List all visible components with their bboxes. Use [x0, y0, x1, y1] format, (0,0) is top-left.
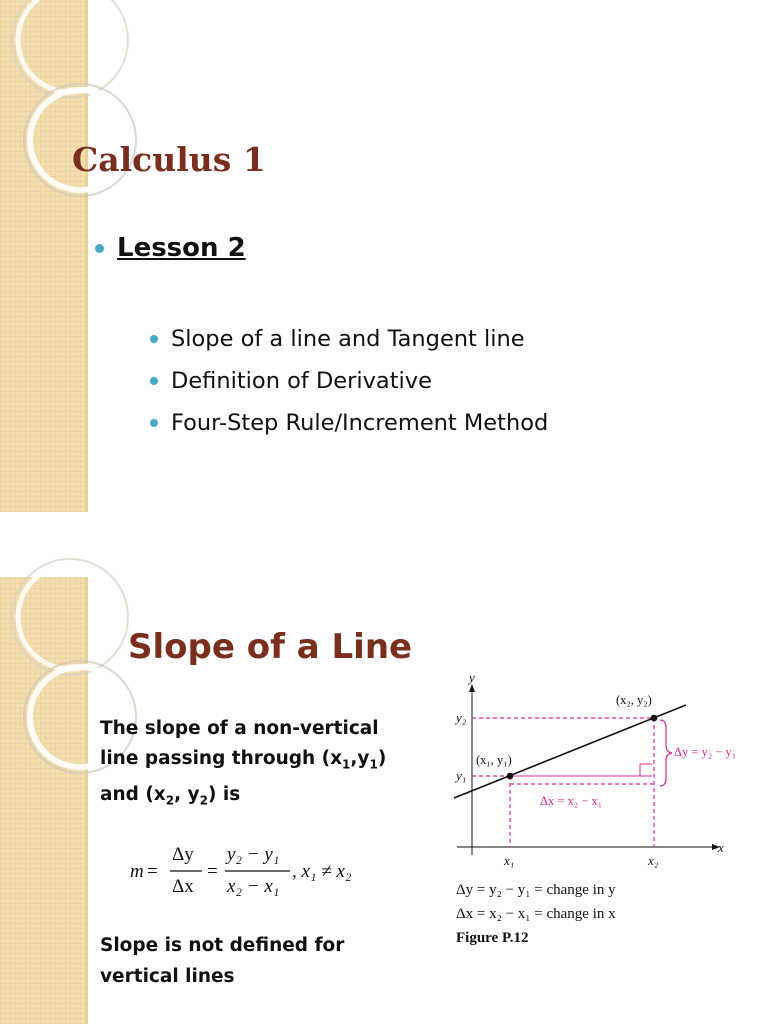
formula-m: m	[130, 861, 144, 882]
text-run: and (x	[100, 783, 166, 805]
definition-line	[100, 744, 430, 780]
subscript: 1	[342, 757, 351, 772]
text-run: )	[377, 748, 387, 769]
lesson-heading	[95, 233, 246, 263]
figure-number: Figure P.12	[456, 930, 529, 946]
topic-text: Definition of Derivative	[171, 368, 432, 394]
formula-denominator: x₂ − x₁	[227, 876, 280, 897]
text-run: ,y	[350, 748, 370, 769]
text-run: ) is	[207, 783, 241, 805]
subscript: 2	[199, 793, 208, 808]
note	[100, 930, 420, 992]
formula-condition: , x₁ ≠ x₂	[292, 861, 352, 882]
text-run: , y	[174, 783, 200, 805]
y2-label: y₂	[456, 710, 467, 725]
topic-list	[150, 318, 548, 444]
x1-label: x₁	[504, 853, 515, 868]
slide-title: Calculus 1	[72, 140, 266, 179]
formula-eq: =	[147, 861, 158, 882]
bullet-icon	[150, 335, 158, 343]
figure-caption	[456, 878, 616, 950]
subscript: 1	[369, 757, 378, 772]
formula-eq: =	[207, 861, 218, 882]
list-item	[150, 402, 548, 444]
slope-definition	[100, 714, 430, 815]
topic-text: Four-Step Rule/Increment Method	[171, 410, 549, 436]
formula-numerator: y₂ − y₁	[227, 844, 280, 865]
delta-y-label: Δy = y₂ − y₁	[674, 745, 737, 759]
subscript: 2	[165, 793, 175, 808]
definition-line: The slope of a non-vertical	[100, 718, 379, 739]
slope-figure	[452, 670, 737, 880]
caption-line: Δx = x₂ − x₁ = change in x	[456, 906, 616, 922]
text-run: line passing through (x	[100, 748, 343, 769]
note-line: vertical lines	[100, 966, 235, 987]
definition-line	[100, 780, 430, 816]
y1-label: y₁	[456, 768, 467, 783]
point-2-label: (x₂, y₂)	[616, 693, 652, 707]
x-axis-label: x	[718, 840, 724, 855]
note-line: Slope is not defined for	[100, 935, 345, 956]
formula-dy: Δy	[172, 844, 194, 865]
formula-dx: Δx	[172, 876, 194, 897]
bullet-icon	[150, 377, 158, 385]
x2-label: x₂	[648, 853, 659, 868]
point-1-label: (x₁, y₁)	[476, 753, 512, 767]
topic-text: Slope of a line and Tangent line	[171, 326, 525, 352]
delta-x-label: Δx = x₂ − x₁	[540, 794, 603, 808]
slope-formula	[130, 835, 390, 905]
y-axis-label: y	[469, 670, 475, 685]
bullet-icon	[95, 244, 104, 253]
list-item	[150, 360, 548, 402]
lesson-label: Lesson 2	[117, 233, 246, 263]
bullet-icon	[150, 419, 158, 427]
caption-line: Δy = y₂ − y₁ = change in y	[456, 882, 616, 898]
slide-2	[0, 577, 768, 1024]
slide-gap	[0, 512, 768, 577]
list-item	[150, 318, 548, 360]
slide-title: Slope of a Line	[128, 627, 413, 667]
